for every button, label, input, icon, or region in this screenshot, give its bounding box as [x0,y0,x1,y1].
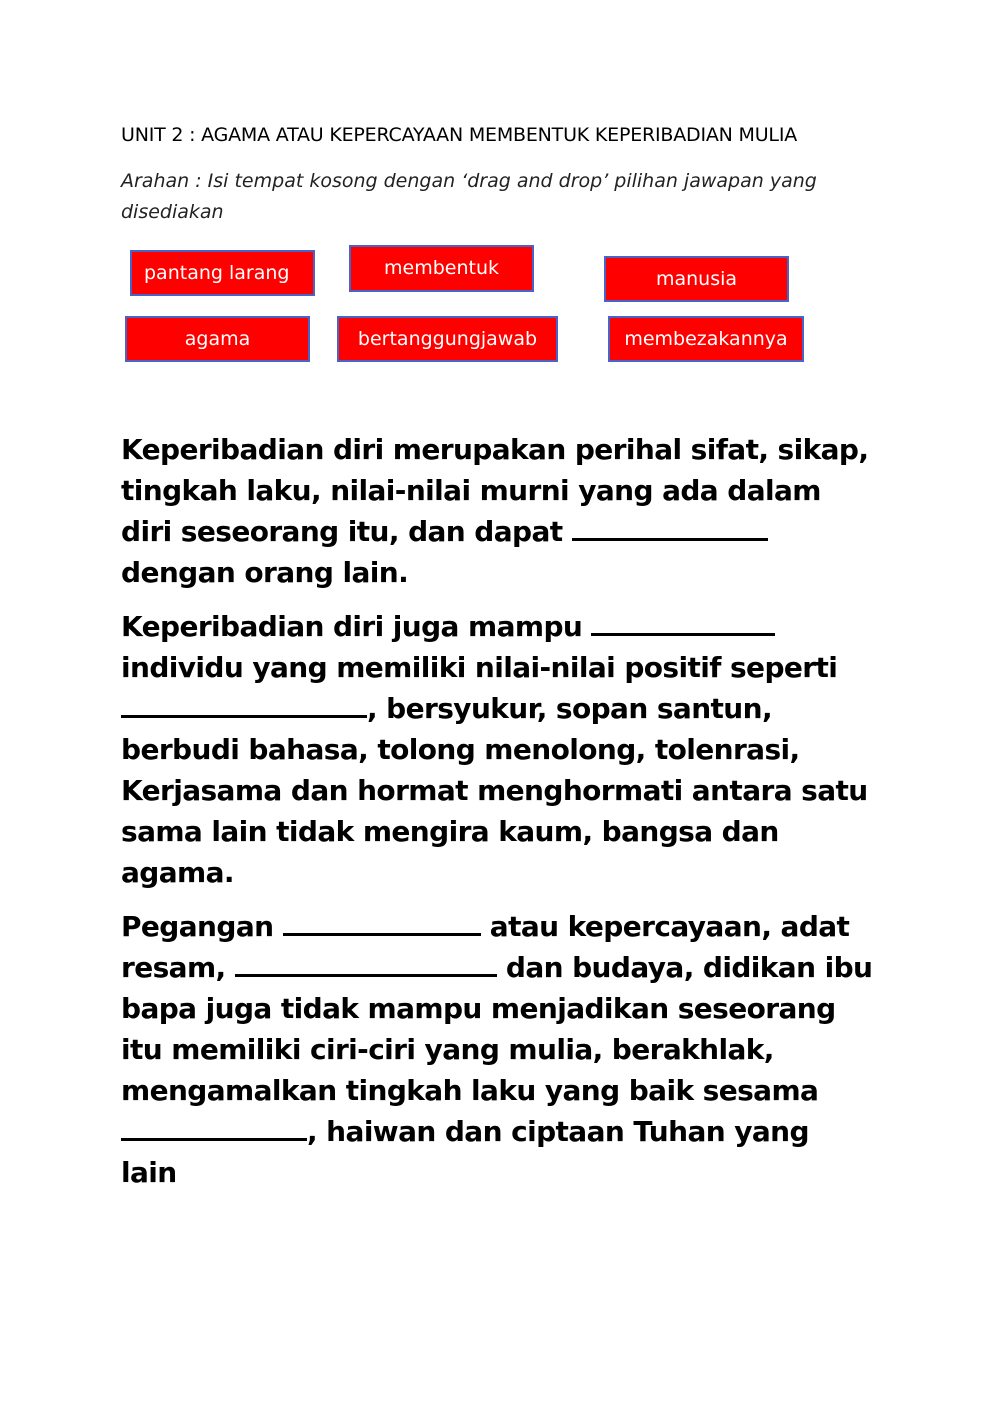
paragraph-text: , bersyukur, sopan santun, [367,692,773,725]
paragraph-text: , haiwan dan ciptaan Tuhan yang [307,1115,809,1148]
blank-drop-zone-6[interactable] [121,1114,307,1141]
paragraph-line: bapa juga tidak mampu menjadikan seseorang [121,992,836,1025]
paragraph-text: Keperibadian diri juga mampu [121,610,583,643]
paragraph-text: resam, [121,951,226,984]
answer-chip-label: pantang larang [144,262,290,284]
paragraph-line [121,1111,891,1152]
paragraph-2 [121,606,891,893]
answer-chip-pantang-larang[interactable] [130,250,315,296]
paragraph-text: Pegangan [121,910,274,943]
blank-drop-zone-3[interactable] [121,691,367,718]
paragraph-line [121,606,891,647]
paragraph-line: dengan orang lain. [121,556,409,589]
paragraph-text: dan budaya, didikan ibu [505,951,873,984]
paragraph-line: individu yang memiliki nilai-nilai positif seperti [121,651,838,684]
paragraph-line: mengamalkan tingkah laku yang baik sesama [121,1074,819,1107]
answer-chip-label: agama [184,328,251,350]
answer-chip-bertanggungjawab[interactable] [337,316,558,362]
blank-drop-zone-2[interactable] [591,609,775,636]
answer-chip-label: bertanggungjawab [357,328,538,350]
answer-chip-membezakannya[interactable] [608,316,804,362]
paragraph-line: berbudi bahasa, tolong menolong, tolenrasi, [121,733,800,766]
instruction-line: disediakan [121,201,224,223]
paragraph-line [121,947,891,988]
paragraph-line: lain [121,1156,177,1189]
answer-chip-label: membentuk [384,257,499,279]
paragraph-line: agama. [121,856,234,889]
paragraph-line: sama lain tidak mengira kaum, bangsa dan [121,815,779,848]
answer-chip-label: membezakannya [624,328,788,350]
answer-chip-agama[interactable] [125,316,310,362]
worksheet-title: UNIT 2 : AGAMA ATAU KEPERCAYAAN MEMBENTUK KEPERIBADIAN MULIA [121,124,798,146]
instruction-text [121,166,861,228]
answer-chip-label: manusia [655,268,738,290]
paragraph-line: itu memiliki ciri-ciri yang mulia, berakhlak, [121,1033,774,1066]
paragraph-line: tingkah laku, nilai-nilai murni yang ada dalam [121,474,821,507]
answer-chip-membentuk[interactable] [349,245,534,292]
paragraph-1 [121,429,891,593]
paragraph-line [121,511,891,552]
paragraph-3 [121,906,891,1193]
paragraph-text: atau kepercayaan, adat [489,910,850,943]
answer-chip-manusia[interactable] [604,256,789,302]
blank-drop-zone-1[interactable] [572,514,768,541]
blank-drop-zone-4[interactable] [283,909,481,936]
paragraph-line [121,688,891,729]
paragraph-line: Keperibadian diri merupakan perihal sifat, sikap, [121,433,869,466]
instruction-line: Arahan : Isi tempat kosong dengan ‘drag and drop’ pilihan jawapan yang [121,170,817,192]
paragraph-line: Kerjasama dan hormat menghormati antara satu [121,774,868,807]
paragraph-text: diri seseorang itu, dan dapat [121,515,563,548]
paragraph-line [121,906,891,947]
blank-drop-zone-5[interactable] [235,950,497,977]
